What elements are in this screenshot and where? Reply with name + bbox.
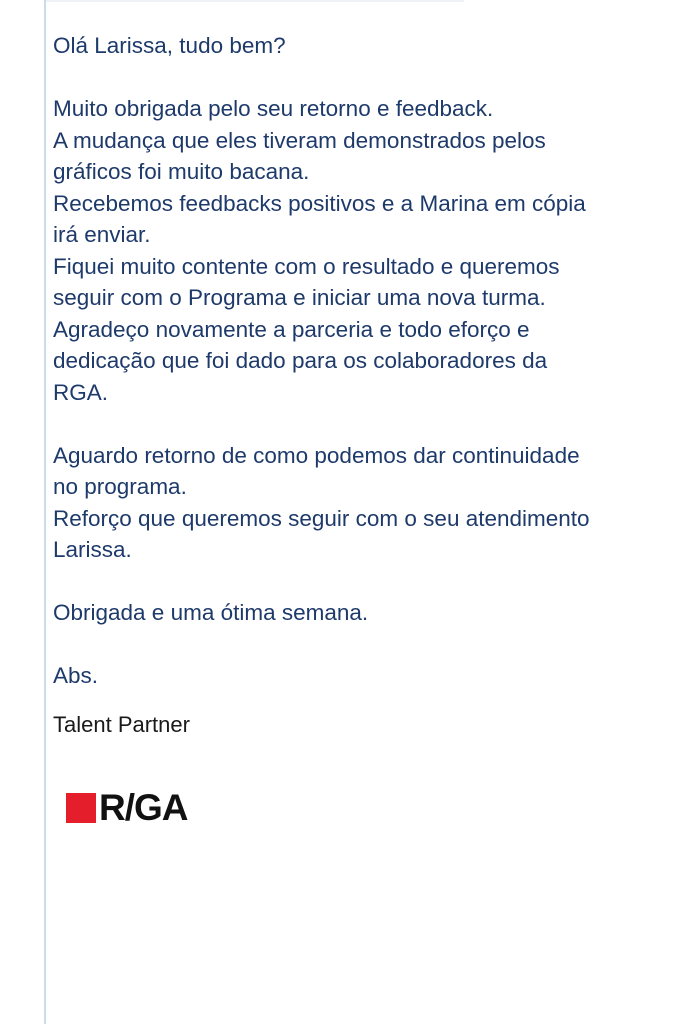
body-line: Reforço que queremos seguir com o seu atendimento bbox=[53, 505, 590, 531]
paragraph-1 bbox=[53, 93, 673, 408]
closing-line: Obrigada e uma ótima semana. bbox=[53, 600, 369, 625]
greeting bbox=[53, 30, 673, 62]
body-line: Larissa. bbox=[53, 537, 132, 562]
signoff bbox=[53, 660, 673, 692]
body-line: Agradeço novamente a parceria e todo eforço e bbox=[53, 316, 530, 342]
email-body bbox=[53, 30, 673, 723]
signature-title: Talent Partner bbox=[53, 712, 190, 737]
header-divider bbox=[44, 0, 464, 2]
body-line: Muito obrigada pelo seu retorno e feedback. bbox=[53, 96, 494, 121]
body-line: Fiquei muito contente com o resultado e queremos bbox=[53, 253, 560, 279]
body-line: RGA. bbox=[53, 379, 109, 405]
body-line: dedicação que foi dado para os colaboradores da bbox=[53, 348, 548, 373]
logo-red-square bbox=[66, 793, 96, 823]
logo-text: R/GA bbox=[99, 787, 188, 828]
quote-bar bbox=[44, 0, 46, 1024]
rga-logo bbox=[66, 788, 188, 828]
body-line: seguir com o Programa e iniciar uma nova turma. bbox=[53, 285, 546, 310]
greeting-line: Olá Larissa, tudo bem? bbox=[53, 33, 286, 58]
signoff-line: Abs. bbox=[53, 663, 99, 688]
body-line: gráficos foi muito bacana. bbox=[53, 159, 310, 184]
closing bbox=[53, 597, 673, 629]
body-line: A mudança que eles tiveram demonstrados pelos bbox=[53, 127, 546, 153]
body-line: Aguardo retorno de como podemos dar continuidade bbox=[53, 442, 580, 468]
body-line: irá enviar. bbox=[53, 222, 151, 247]
body-line: Recebemos feedbacks positivos e a Marina em cópia bbox=[53, 190, 586, 216]
paragraph-2 bbox=[53, 440, 673, 566]
body-line: no programa. bbox=[53, 474, 187, 499]
